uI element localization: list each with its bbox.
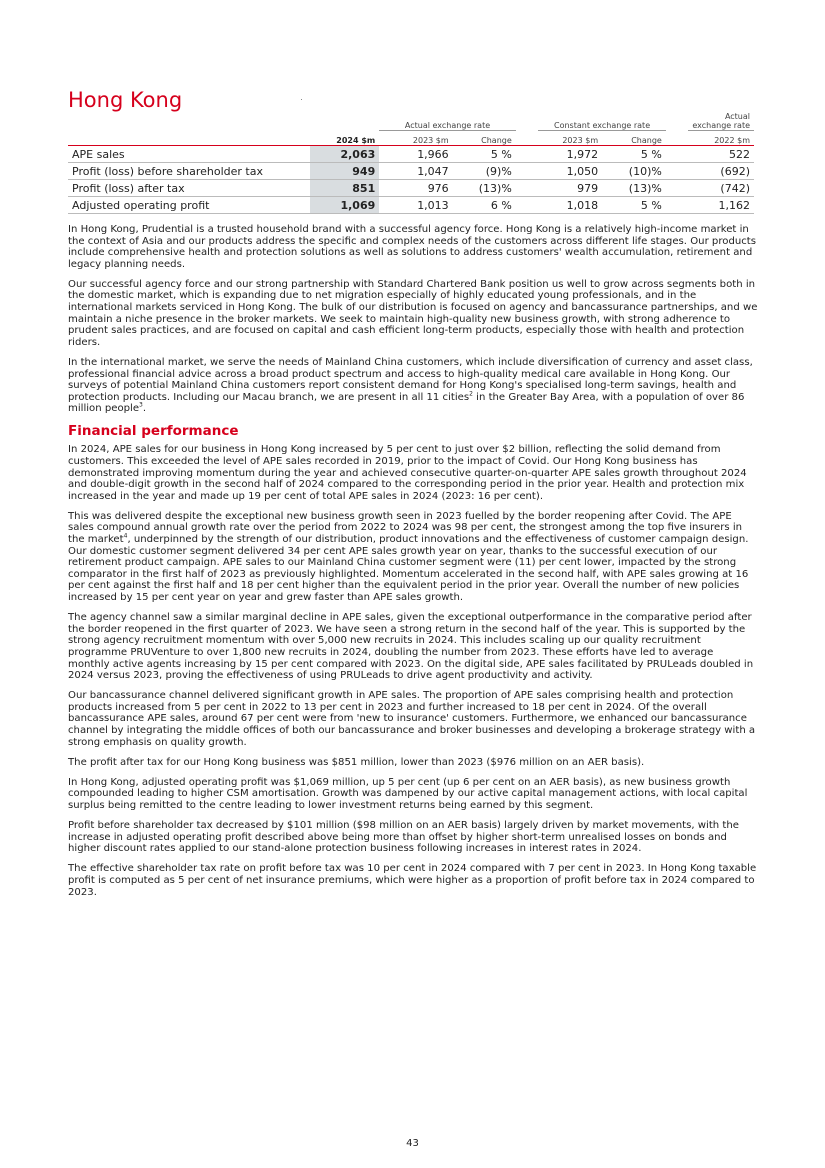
aer-group-header: Actual exchange rate <box>379 108 516 131</box>
financial-paragraph-3: The agency channel saw a similar marginal decline in APE sales, given the exceptional outperformance in the comparative period after the border reopened in the first quarter of 2023. We have seen a strong return in the second half of the year. This is supported by the strong agency recruitment momentum with over 5,000 new recruits in 2024. This includes scaling up our quality recruitment programme PRUVenture to over 1,800 new recruits in 2024, doubling the number from 2023. These efforts have led to average monthly active agents increasing by 15 per cent compared with 2023. On the digital side, APE sales facilitated by PRULeads doubled in 2024 versus 2023, proving the effectiveness of using PRULeads to drive agent productivity and activity. <box>68 612 754 682</box>
col-aer-change: Change <box>481 136 512 145</box>
financial-paragraph-2: This was delivered despite the exceptional new business growth seen in 2023 fuelled by the border reopening after Covid. The APE sales compound annual growth rate over the period from 2022 to 2024 was 98 per cent, the strongest among the top five insurers in the market$^4$, underpinned by the strength of our distribution, product innovations and the effectiveness of customer campaign design. Our domestic customer segment delivered 34 per cent APE sales growth year on year, thanks to the successful execution of our retirement product campaign. APE sales to our Mainland China customer segment were (11) per cent lower, impacted by the strong comparator in the first half of 2023 as previously highlighted. Momentum accelerated in the second half, with APE sales growing at 16 per cent against the first half and 18 per cent higher than the equivalent period in the prior year. Overall the number of new policies increased by 15 per cent year on year and grew faster than APE sales growth. <box>68 510 749 604</box>
table-row: Adjusted operating profit 1,069 1,013 6 % 1,018 5 % 1,162 <box>68 197 754 214</box>
page-title: Hong Kong <box>68 88 183 113</box>
section-heading: Financial performance <box>68 423 239 440</box>
financial-paragraph-5: The profit after tax for our Hong Kong business was $851 million, lower than 2023 ($976 million on an AER basis). <box>68 756 645 768</box>
intro-paragraph-1: In Hong Kong, Prudential is a trusted household brand with a successful agency force. Hong Kong is a relatively high-income market in the context of Asia and our products address the specific and complex needs of the customers across different life stages. Our products include comprehensive health and protection solutions as well as solutions to address customers' wealth accumulation, retirement and legacy planning needs. <box>68 224 757 270</box>
cer-group-header: Constant exchange rate <box>538 108 666 131</box>
financial-paragraph-1: In 2024, APE sales for our business in Hong Kong increased by 5 per cent to just over $2 billion, reflecting the solid demand from customers. This exceeded the level of APE sales recorded in 2019, prior to the impact of Covid. Our Hong Kong business has demonstrated improving momentum during the year and achieved consecutive quarter-on-quarter APE sales growth throughout 2024 and double-digit growth in the second half of 2024 compared to the corresponding period in the prior year. Health and protection mix increased in the year and made up 19 per cent of total APE sales in 2024 (2023: 16 per cent). <box>68 444 747 502</box>
financial-summary-table <box>68 108 754 214</box>
financial-paragraph-4: Our bancassurance channel delivered significant growth in APE sales. The proportion of APE sales comprising health and protection products increased from 5 per cent in 2022 to 13 per cent in 2023 and further increased to 18 per cent in 2024. Of the overall bancassurance APE sales, around 67 per cent were from 'new to insurance' customers. Furthermore, we enhanced our bancassurance channel by integrating the middle offices of both our bancassurance and broker businesses and developing a brokerage strategy with a strong emphasis on quality growth. <box>68 690 756 748</box>
col-cer-change: Change <box>631 136 662 145</box>
intro-paragraph-3: In the international market, we serve the needs of Mainland China customers, which include diversification of currency and asset class, professional financial advice across a broad product spectrum and access to high-quality medical care available in Hong Kong. Our surveys of potential Mainland China customers report consistent demand for Hong Kong's specialised long-term savings, health and protection products. Including our Macau branch, we are present in all 11 cities$^2$ in the Greater Bay Area, with a population of over 86 million people$^3$. <box>68 356 753 415</box>
col-aer-2023: 2023 $m <box>412 136 449 145</box>
financial-paragraph-7: Profit before shareholder tax decreased by $101 million ($98 million on an AER basis) largely driven by market movements, with the increase in adjusted operating profit described above being more than offset by higher short-term unrealised losses on bonds and higher discount rates applied to our stand-alone protection business following increases in interest rates in 2024. <box>68 820 739 855</box>
actual-group-header: Actual exchange rate <box>688 108 754 131</box>
col-cer-2023: 2023 $m <box>562 136 599 145</box>
stray-dot <box>301 99 302 100</box>
footnote-ref: 3 <box>139 401 143 409</box>
page-number: 43 <box>406 1138 419 1149</box>
financial-paragraph-8: The effective shareholder tax rate on profit before tax was 10 per cent in 2024 compared with 7 per cent in 2023. In Hong Kong taxable profit is computed as 5 per cent of net insurance premiums, which were higher as a proportion of profit before tax in 2024 compared to 2023. <box>68 863 757 898</box>
table-row: Profit (loss) before shareholder tax 949 1,047 (9)% 1,050 (10)% (692) <box>68 163 754 180</box>
table-row: Profit (loss) after tax 851 976 (13)% 979 (13)% (742) <box>68 180 754 197</box>
footnote-ref: 4 <box>123 532 128 540</box>
intro-paragraph-2: Our successful agency force and our strong partnership with Standard Chartered Bank position us well to grow across segments both in the domestic market, which is expanding due to net migration especially of highly educated young professionals, and in the international markets serviced in Hong Kong. The bulk of our distribution is focused on agency and bancassurance partnerships, and we maintain a niche presence in the broker markets. We seek to maintain high-quality new business growth, with strong adherence to prudent sales practices, and are focused on capital and cash efficient long-term products, especially those with health and protection riders. <box>68 278 758 348</box>
footnote-ref: 2 <box>469 390 473 398</box>
table-row: APE sales 2,063 1,966 5 % 1,972 5 % 522 <box>68 146 754 163</box>
financial-paragraph-6: In Hong Kong, adjusted operating profit was $1,069 million, up 5 per cent (up 6 per cent on an AER basis), as new business growth compounded leading to higher CSM amortisation. Growth was dampened by our active capital management actions, with local capital surplus being remitted to the centre leading to lower investment returns being earned by this segment. <box>68 776 748 811</box>
col-2024: 2024 $m <box>336 136 376 145</box>
body-text <box>68 224 758 907</box>
col-2022: 2022 $m <box>714 136 750 145</box>
